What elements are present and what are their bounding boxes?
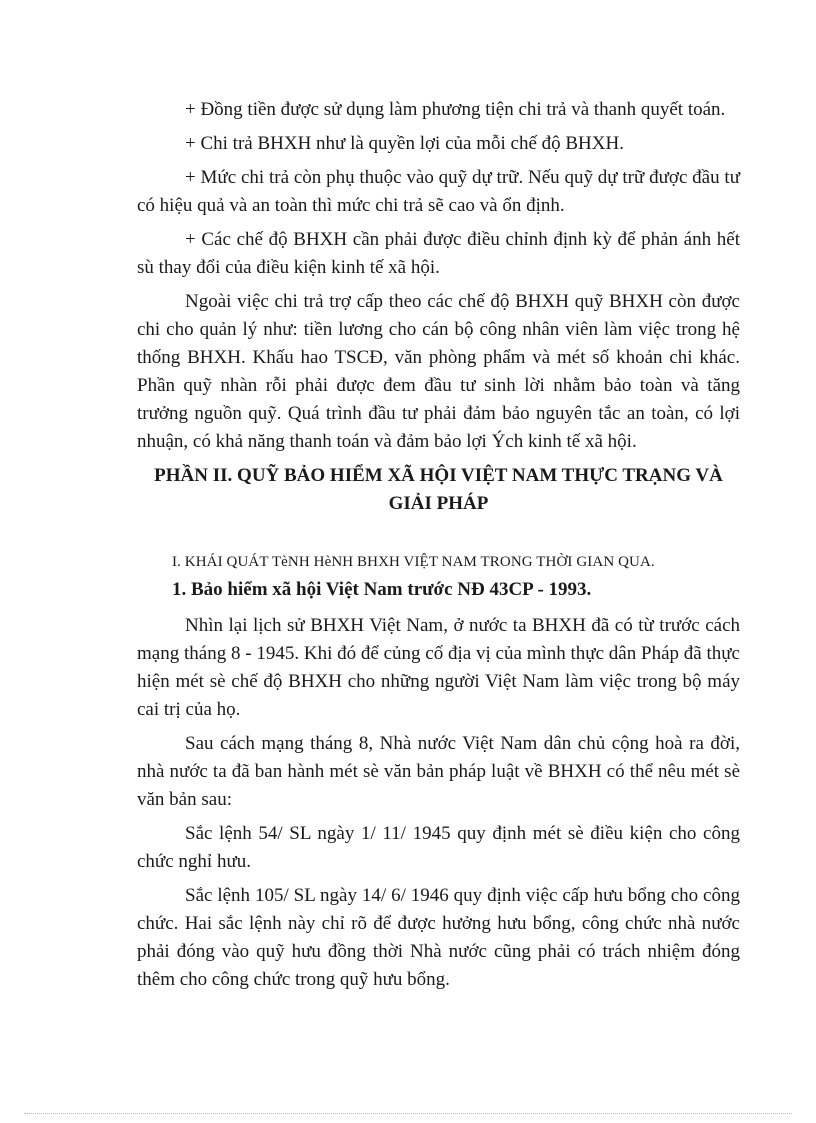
paragraph-management-costs: Ngoài việc chi trả trợ cấp theo các chế độ BHXH quỹ BHXH còn được chi cho quản lý như: tiền lương cho cán bộ công nhân viên làm việc trong hệ thống BHXH. Khấu hao TSCĐ, văn phòng phẩm và mét số khoản chi khác. Phần quỹ nhàn rỗi phải được đem đầu tư sinh lời nhằm bảo toàn và tăng trưởng nguồn quỹ. Quá trình đầu tư phải đảm bảo nguyên tắc an toàn, có lợi nhuận, có khả năng thanh toán và đảm bảo lợi Ých kinh tế xã hội. [137, 291, 740, 452]
paragraph-reserve-fund: + Mức chi trả còn phụ thuộc vào quỹ dự trữ. Nếu quỹ dự trữ được đầu tư có hiệu quả và an toàn thì mức chi trả sẽ cao và ổn định. [137, 167, 740, 216]
paragraph-decree-105: Sắc lệnh 105/ SL ngày 14/ 6/ 1946 quy định việc cấp hưu bổng cho công chức. Hai sắc lệnh này chỉ rõ để được hưởng hưu bổng, công chức nhà nước phải đóng vào quỹ hưu đồng thời Nhà nước cũng phải có trách nhiệm đóng thêm cho công chức trong quỹ hưu bổng. [137, 885, 740, 990]
paragraph-adjustment: + Các chế độ BHXH cần phải được điều chỉnh định kỳ để phản ánh hết sù thay đổi của điều kiện kinh tế xã hội. [137, 229, 740, 278]
paragraph-history: Nhìn lại lịch sử BHXH Việt Nam, ở nước ta BHXH đã có từ trước cách mạng tháng 8 - 1945. Khi đó để củng cố địa vị của mình thực dân Pháp đã thực hiện mét sè chế độ BHXH cho những người Việt Nam làm việc trong bộ máy cai trị của họ. [137, 615, 740, 720]
paragraph-currency: + Đồng tiền được sử dụng làm phương tiện chi trả và thanh quyết toán. [185, 99, 726, 120]
paragraph-decree-54: Sắc lệnh 54/ SL ngày 1/ 11/ 1945 quy định mét sè điều kiện cho công chức nghỉ hưu. [137, 823, 740, 872]
section-heading: I. KHÁI QUÁT TèNH HèNH BHXH VIỆT NAM TRONG THỜI GIAN QUA. [172, 554, 655, 570]
paragraph-payment-rights: + Chi trả BHXH như là quyền lợi của mỗi chế độ BHXH. [185, 133, 624, 154]
part-heading: PHẦN II. QUỸ BẢO HIỂM XÃ HỘI VIỆT NAM THỰC TRẠNG VÀ GIẢI PHÁP [154, 465, 723, 514]
document-page [137, 96, 740, 1000]
page-bottom-divider [24, 1113, 792, 1114]
subsection-heading: 1. Bảo hiểm xã hội Việt Nam trước NĐ 43CP - 1993. [172, 579, 592, 600]
paragraph-after-revolution: Sau cách mạng tháng 8, Nhà nước Việt Nam dân chủ cộng hoà ra đời, nhà nước ta đã ban hành mét sè văn bản pháp luật về BHXH có thể nêu mét sè văn bản sau: [137, 733, 740, 810]
